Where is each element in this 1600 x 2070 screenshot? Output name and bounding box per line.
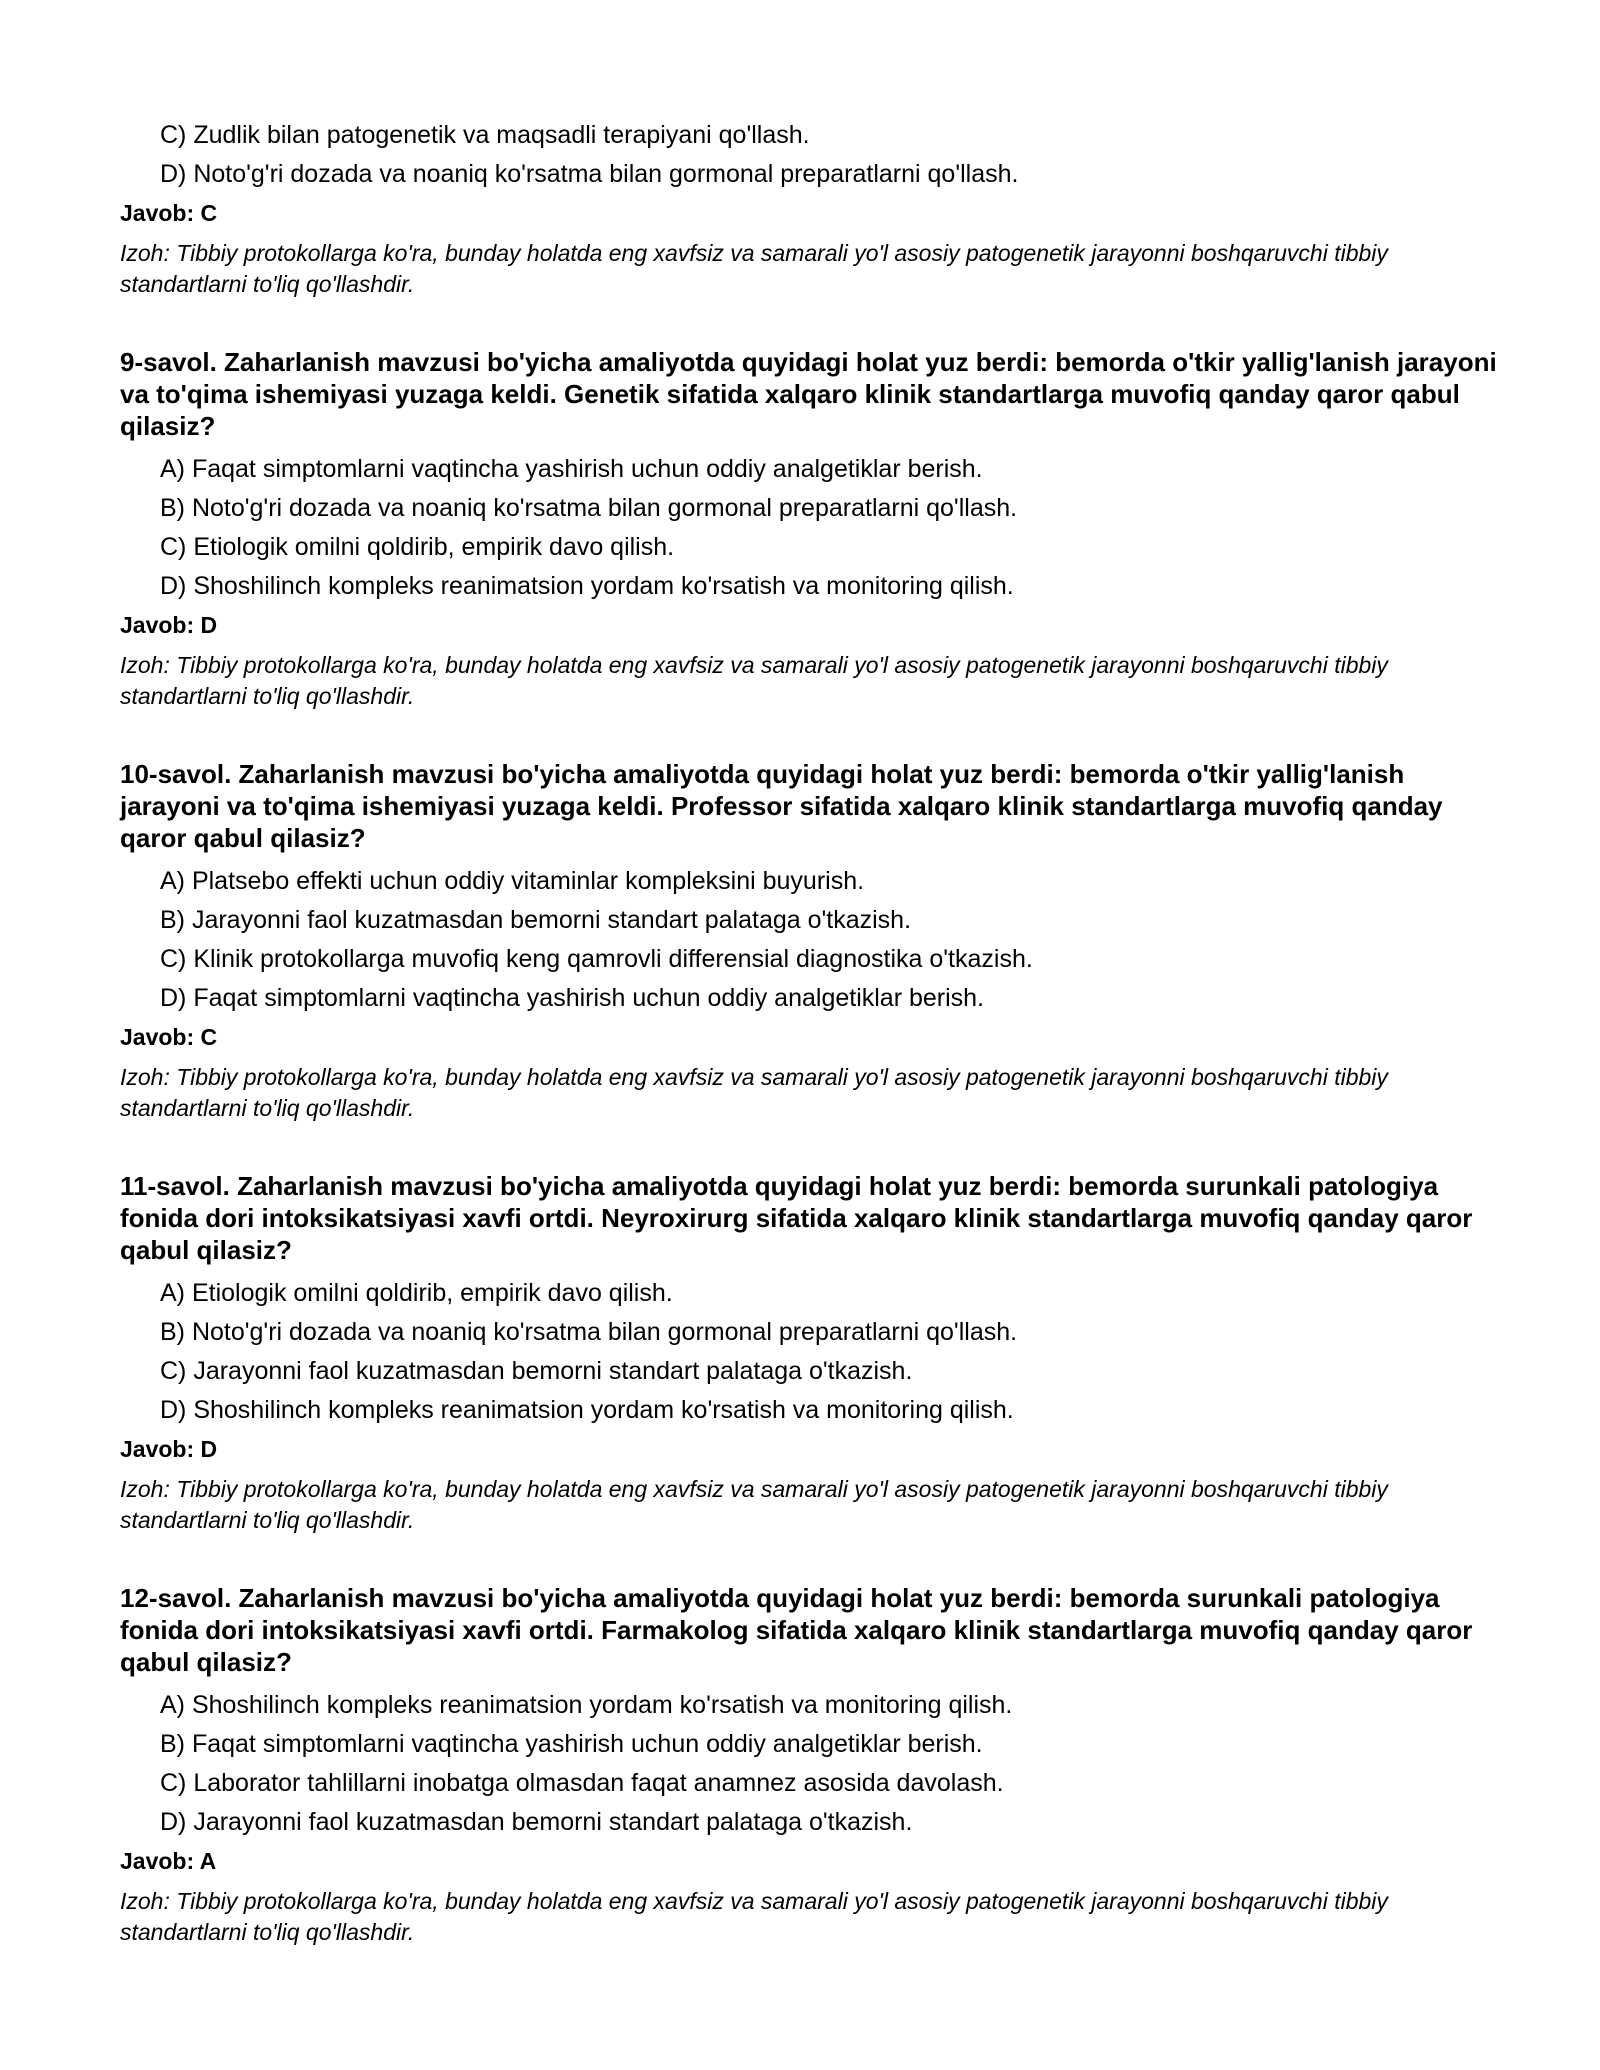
option-a: A) Platsebo effekti uchun oddiy vitaminlar kompleksini buyurish. xyxy=(160,867,865,895)
question-text: 11-savol. Zaharlanish mavzusi bo'yicha amaliyotda quyidagi holat yuz berdi: bemorda surunkali patologiya fonida dori intoksikatsiyasi xavfi ortdi. Neyroxirurg sifatida xalqaro klinik standartlarga muvofiq qanday qaror qabul qilasiz? xyxy=(120,1171,1473,1265)
option-a: A) Etiologik omilni qoldirib, empirik davo qilish. xyxy=(160,1279,673,1307)
question-text: 9-savol. Zaharlanish mavzusi bo'yicha amaliyotda quyidagi holat yuz berdi: bemorda o'tkir yallig'lanish jarayoni va to'qima ishemiyasi yuzaga keldi. Genetik sifatida xalqaro klinik standartlarga muvofiq qanday qaror qabul qilasiz? xyxy=(120,347,1497,441)
question-9 xyxy=(120,346,1500,712)
answer-label: Javob: D xyxy=(120,612,218,638)
question-text: 12-savol. Zaharlanish mavzusi bo'yicha amaliyotda quyidagi holat yuz berdi: bemorda surunkali patologiya fonida dori intoksikatsiyasi xavfi ortdi. Farmakolog sifatida xalqaro klinik standartlarga muvofiq qanday qaror qabul qilasiz? xyxy=(120,1583,1473,1677)
answer-label: Javob: A xyxy=(120,1848,217,1874)
question-11 xyxy=(120,1170,1500,1536)
explanation-note: Izoh: Tibbiy protokollarga ko'ra, bunday holatda eng xavfsiz va samarali yo'l asosiy patogenetik jarayonni boshqaruvchi tibbiy standartlarni to'liq qo'llashdir. xyxy=(120,1888,1388,1945)
option-list xyxy=(120,454,1500,601)
option-d: D) Shoshilinch kompleks reanimatsion yordam ko'rsatish va monitoring qilish. xyxy=(160,1396,1014,1424)
option-b: B) Jarayonni faol kuzatmasdan bemorni standart palataga o'tkazish. xyxy=(160,906,912,934)
document-page xyxy=(120,120,1500,1948)
question-8-continuation xyxy=(120,120,1500,300)
option-list xyxy=(120,1690,1500,1837)
explanation-note: Izoh: Tibbiy protokollarga ko'ra, bunday holatda eng xavfsiz va samarali yo'l asosiy patogenetik jarayonni boshqaruvchi tibbiy standartlarni to'liq qo'llashdir. xyxy=(120,240,1388,297)
option-d: D) Shoshilinch kompleks reanimatsion yordam ko'rsatish va monitoring qilish. xyxy=(160,572,1014,600)
question-10 xyxy=(120,758,1500,1124)
option-c: C) Klinik protokollarga muvofiq keng qamrovli differensial diagnostika o'tkazish. xyxy=(160,945,1033,973)
option-c: C) Zudlik bilan patogenetik va maqsadli terapiyani qo'llash. xyxy=(160,121,810,149)
explanation-note: Izoh: Tibbiy protokollarga ko'ra, bunday holatda eng xavfsiz va samarali yo'l asosiy patogenetik jarayonni boshqaruvchi tibbiy standartlarni to'liq qo'llashdir. xyxy=(120,652,1388,709)
option-list xyxy=(120,120,1500,189)
answer-label: Javob: C xyxy=(120,1024,218,1050)
answer-label: Javob: D xyxy=(120,1436,218,1462)
option-d: D) Noto'g'ri dozada va noaniq ko'rsatma bilan gormonal preparatlarni qo'llash. xyxy=(160,160,1019,188)
option-a: A) Shoshilinch kompleks reanimatsion yordam ko'rsatish va monitoring qilish. xyxy=(160,1691,1013,1719)
option-d: D) Faqat simptomlarni vaqtincha yashirish uchun oddiy analgetiklar berish. xyxy=(160,984,985,1012)
option-c: C) Etiologik omilni qoldirib, empirik davo qilish. xyxy=(160,533,675,561)
question-text: 10-savol. Zaharlanish mavzusi bo'yicha amaliyotda quyidagi holat yuz berdi: bemorda o'tkir yallig'lanish jarayoni va to'qima ishemiyasi yuzaga keldi. Professor sifatida xalqaro klinik standartlarga muvofiq qanday qaror qabul qilasiz? xyxy=(120,759,1443,853)
explanation-note: Izoh: Tibbiy protokollarga ko'ra, bunday holatda eng xavfsiz va samarali yo'l asosiy patogenetik jarayonni boshqaruvchi tibbiy standartlarni to'liq qo'llashdir. xyxy=(120,1064,1388,1121)
question-12 xyxy=(120,1582,1500,1948)
explanation-note: Izoh: Tibbiy protokollarga ko'ra, bunday holatda eng xavfsiz va samarali yo'l asosiy patogenetik jarayonni boshqaruvchi tibbiy standartlarni to'liq qo'llashdir. xyxy=(120,1476,1388,1533)
option-c: C) Jarayonni faol kuzatmasdan bemorni standart palataga o'tkazish. xyxy=(160,1357,913,1385)
option-c: C) Laborator tahlillarni inobatga olmasdan faqat anamnez asosida davolash. xyxy=(160,1769,1004,1797)
option-b: B) Noto'g'ri dozada va noaniq ko'rsatma bilan gormonal preparatlarni qo'llash. xyxy=(160,494,1018,522)
option-list xyxy=(120,1278,1500,1425)
option-b: B) Noto'g'ri dozada va noaniq ko'rsatma bilan gormonal preparatlarni qo'llash. xyxy=(160,1318,1018,1346)
answer-label: Javob: C xyxy=(120,200,218,226)
option-a: A) Faqat simptomlarni vaqtincha yashirish uchun oddiy analgetiklar berish. xyxy=(160,455,983,483)
option-b: B) Faqat simptomlarni vaqtincha yashirish uchun oddiy analgetiklar berish. xyxy=(160,1730,983,1758)
option-d: D) Jarayonni faol kuzatmasdan bemorni standart palataga o'tkazish. xyxy=(160,1808,913,1836)
option-list xyxy=(120,866,1500,1013)
